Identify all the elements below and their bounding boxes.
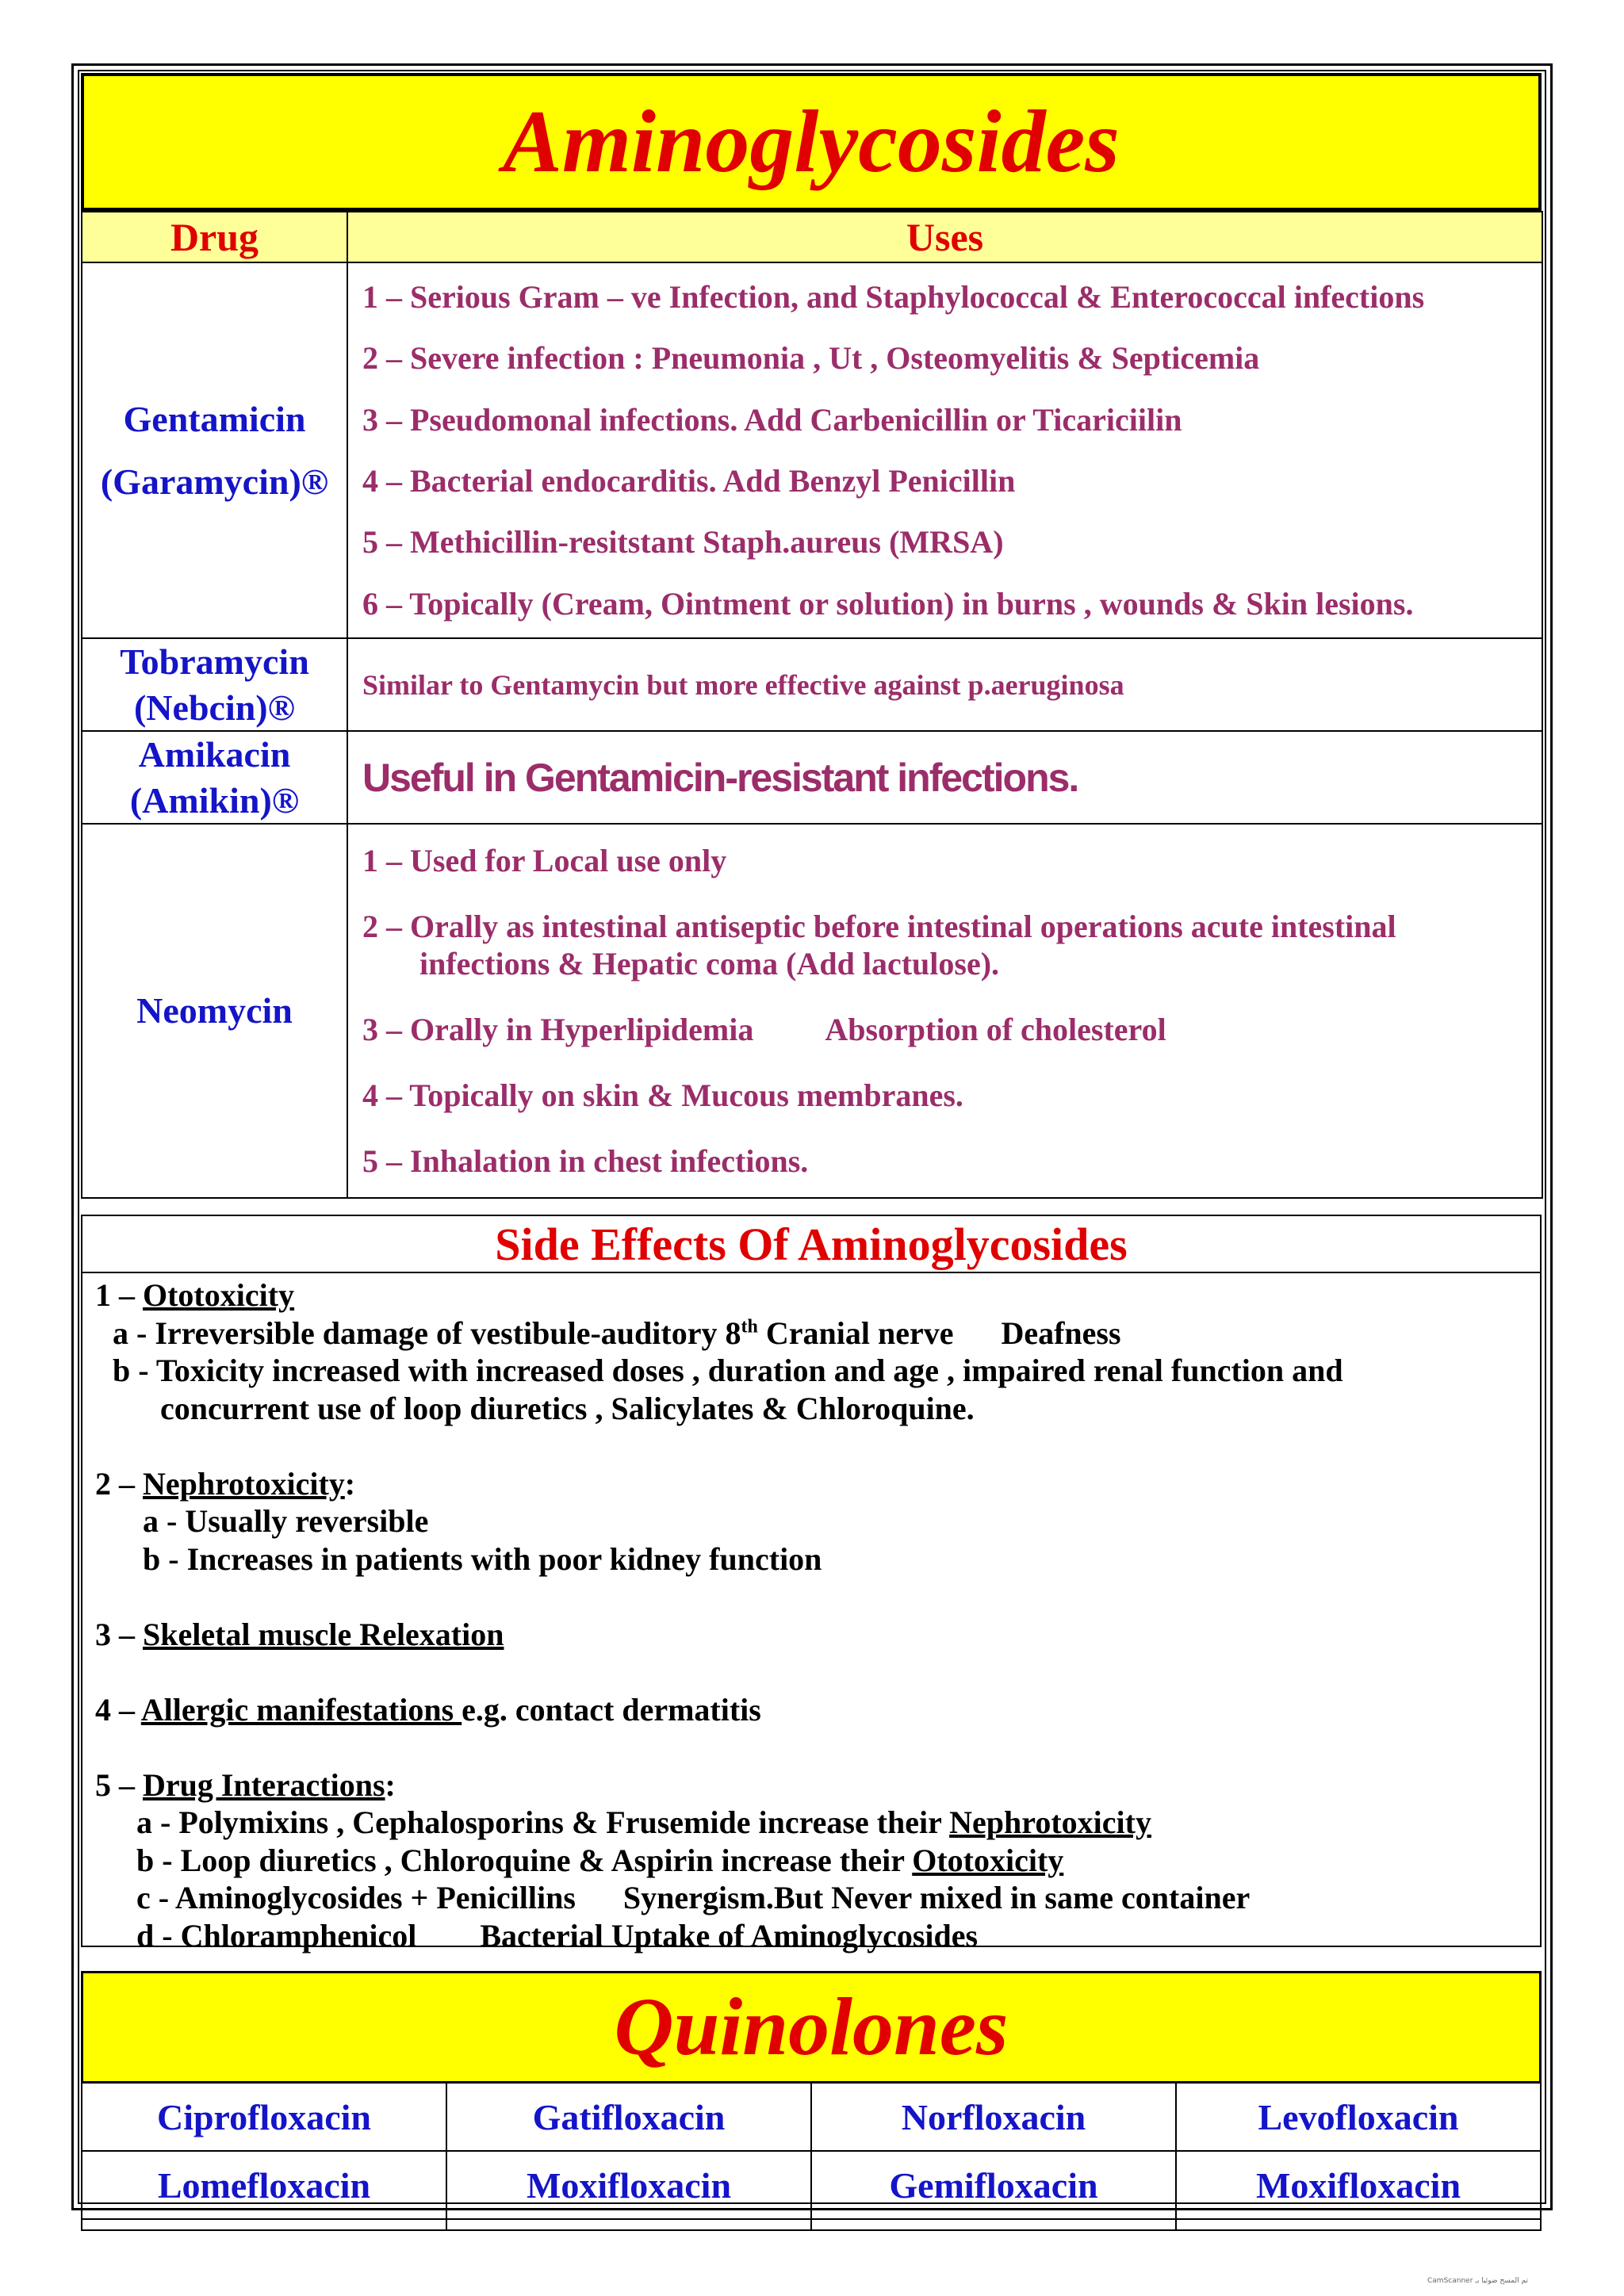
side-effects-body: [82, 1273, 1540, 1954]
neomycin-use3-text: 3 – Orally in Hyperlipidemia: [362, 1012, 754, 1047]
header-drug: Drug: [82, 212, 347, 262]
item-number: 3 –: [95, 1616, 143, 1652]
quinolone-cell: Moxifloxacin: [446, 2151, 811, 2219]
list-item-continuation: infections & Hepatic coma (Add lactulose).: [419, 946, 1000, 982]
table-header-row: [82, 212, 1542, 262]
header-uses: Uses: [347, 212, 1542, 262]
uses-cell-amikacin: [347, 731, 1542, 824]
row-amikacin: [82, 731, 1542, 824]
quinolones-table: [81, 2082, 1542, 2231]
drug-name-neomycin: Neomycin: [136, 990, 293, 1031]
drug-cell-gentamicin: [82, 262, 347, 638]
list-item: b - Toxicity increased with increased doses , duration and age , impaired renal function and: [113, 1353, 1343, 1388]
row-tobramycin: [82, 638, 1542, 731]
ototoxicity-label: Ototoxicity: [143, 1277, 295, 1313]
amikacin-use: Useful in Gentamicin-resistant infections.: [362, 755, 1078, 800]
quinolones-banner: [81, 1971, 1542, 2084]
list-item: [95, 1842, 1540, 1880]
oto-a-text: a - Irreversible damage of vestibule-auditory 8: [113, 1314, 741, 1351]
oto-a-sup: th: [741, 1316, 758, 1337]
uses-cell-gentamicin: [347, 262, 1542, 638]
list-item: [95, 1804, 1540, 1842]
drug-cell-neomycin: [82, 824, 347, 1198]
list-item: 4 – Bacterial endocarditis. Add Benzyl Penicillin: [362, 463, 1016, 499]
list-item: b - Increases in patients with poor kidney function: [143, 1540, 822, 1577]
list-item: 5 – Inhalation in chest infections.: [362, 1143, 809, 1179]
colon: :: [344, 1465, 356, 1502]
skeletal-label: Skeletal muscle Relexation: [143, 1616, 504, 1652]
interaction-d-effect: Bacterial Uptake of Aminoglycosides: [480, 1917, 979, 1954]
quinolones-title: Quinolones: [614, 1981, 1009, 2072]
drug-cell-amikacin: [82, 731, 347, 824]
quinolone-cell: Moxifloxacin: [1176, 2151, 1541, 2219]
item-number: 1 –: [95, 1277, 143, 1313]
drug-name-amikacin: Amikacin: [138, 734, 291, 775]
title-banner: [81, 73, 1542, 211]
uses-cell-neomycin: [347, 824, 1542, 1198]
list-item: [95, 1766, 1540, 1804]
item-number: 4 –: [95, 1691, 141, 1728]
list-item-continuation: concurrent use of loop diuretics , Salicylates & Chloroquine.: [160, 1390, 975, 1426]
interaction-a-effect: Nephrotoxicity: [949, 1804, 1151, 1840]
row-neomycin: [82, 824, 1542, 1198]
list-item: 6 – Topically (Cream, Ointment or solution) in burns , wounds & Skin lesions.: [362, 585, 1414, 622]
oto-a-effect: Deafness: [1001, 1314, 1121, 1351]
drug-uses-table: [81, 211, 1543, 1199]
quinolone-cell: Ciprofloxacin: [82, 2083, 446, 2151]
list-item: [95, 1879, 1540, 1917]
list-item: [95, 1276, 1540, 1314]
quinolone-cell: Lomefloxacin: [82, 2151, 446, 2219]
oto-a-text2: Cranial nerve: [757, 1314, 954, 1351]
tobramycin-use: Similar to Gentamycin but more effective against p.aeruginosa: [362, 668, 1124, 701]
allergic-text: e.g. contact dermatitis: [462, 1691, 761, 1728]
allergic-label: Allergic manifestations: [140, 1691, 462, 1728]
uses-cell-tobramycin: [347, 638, 1542, 731]
list-item: 5 – Methicillin-resitstant Staph.aureus (MRSA): [362, 524, 1004, 561]
neomycin-use3-effect: Absorption of cholesterol: [825, 1012, 1166, 1047]
quinolone-cell: Norfloxacin: [811, 2083, 1176, 2151]
list-item: [348, 1011, 1542, 1048]
item-number: 2 –: [95, 1465, 143, 1502]
page-title: Aminoglycosides: [503, 93, 1120, 191]
table-row: [82, 2083, 1541, 2151]
list-item: [95, 1917, 1540, 1955]
drug-brand-amikacin: (Amikin)®: [129, 779, 300, 821]
drug-brand-gentamicin: (Garamycin)®: [100, 461, 329, 502]
quinolone-cell: Gemifloxacin: [811, 2151, 1176, 2219]
scanner-watermark: CamScanner تم المسح ضوئيا بـ: [1427, 2277, 1529, 2285]
list-item: 2 – Orally as intestinal antiseptic before intestinal operations acute intestinal: [362, 909, 1396, 944]
interaction-a-text: a - Polymixins , Cephalosporins & Frusemide increase their: [136, 1804, 950, 1840]
drug-name-tobramycin: Tobramycin: [120, 641, 309, 682]
interaction-c-text: c - Aminoglycosides + Penicillins: [136, 1880, 576, 1915]
interaction-b-text: b - Loop diuretics , Chloroquine & Aspirin increase their: [136, 1842, 913, 1878]
row-gentamicin: [82, 262, 1542, 638]
drug-brand-tobramycin: (Nebcin)®: [133, 687, 295, 728]
quinolone-cell: Levofloxacin: [1176, 2083, 1541, 2151]
table-row-empty: [82, 2219, 1541, 2230]
list-item: [95, 1616, 1540, 1654]
colon: :: [385, 1766, 396, 1803]
drug-name-gentamicin: Gentamicin: [123, 398, 306, 439]
interaction-c-effect: Synergism.But Never mixed in same container: [622, 1880, 1251, 1915]
list-item: 2 – Severe infection : Pneumonia , Ut , Osteomyelitis & Septicemia: [362, 340, 1260, 377]
interaction-b-effect: Ototoxicity: [912, 1842, 1064, 1878]
list-item: [95, 1465, 1540, 1503]
interactions-label: Drug Interactions: [143, 1766, 385, 1803]
list-item: 1 – Serious Gram – ve Infection, and Staphylococcal & Enterococcal infections: [362, 279, 1425, 316]
list-item: [95, 1314, 1540, 1353]
nephrotoxicity-label: Nephrotoxicity: [143, 1465, 345, 1502]
list-item: 1 – Used for Local use only: [362, 843, 727, 878]
table-row: [82, 2151, 1541, 2219]
side-effects-title: Side Effects Of Aminoglycosides: [82, 1216, 1540, 1273]
list-item: 4 – Topically on skin & Mucous membranes.: [362, 1077, 963, 1113]
list-item: [95, 1691, 1540, 1729]
interaction-d-text: d - Chloramphenicol: [136, 1917, 417, 1954]
list-item: a - Usually reversible: [143, 1503, 429, 1539]
list-item: 3 – Pseudomonal infections. Add Carbenicillin or Ticariciilin: [362, 401, 1182, 438]
side-effects-box: [81, 1215, 1542, 1954]
item-number: 5 –: [95, 1766, 143, 1803]
drug-cell-tobramycin: [82, 638, 347, 731]
quinolone-cell: Gatifloxacin: [446, 2083, 811, 2151]
